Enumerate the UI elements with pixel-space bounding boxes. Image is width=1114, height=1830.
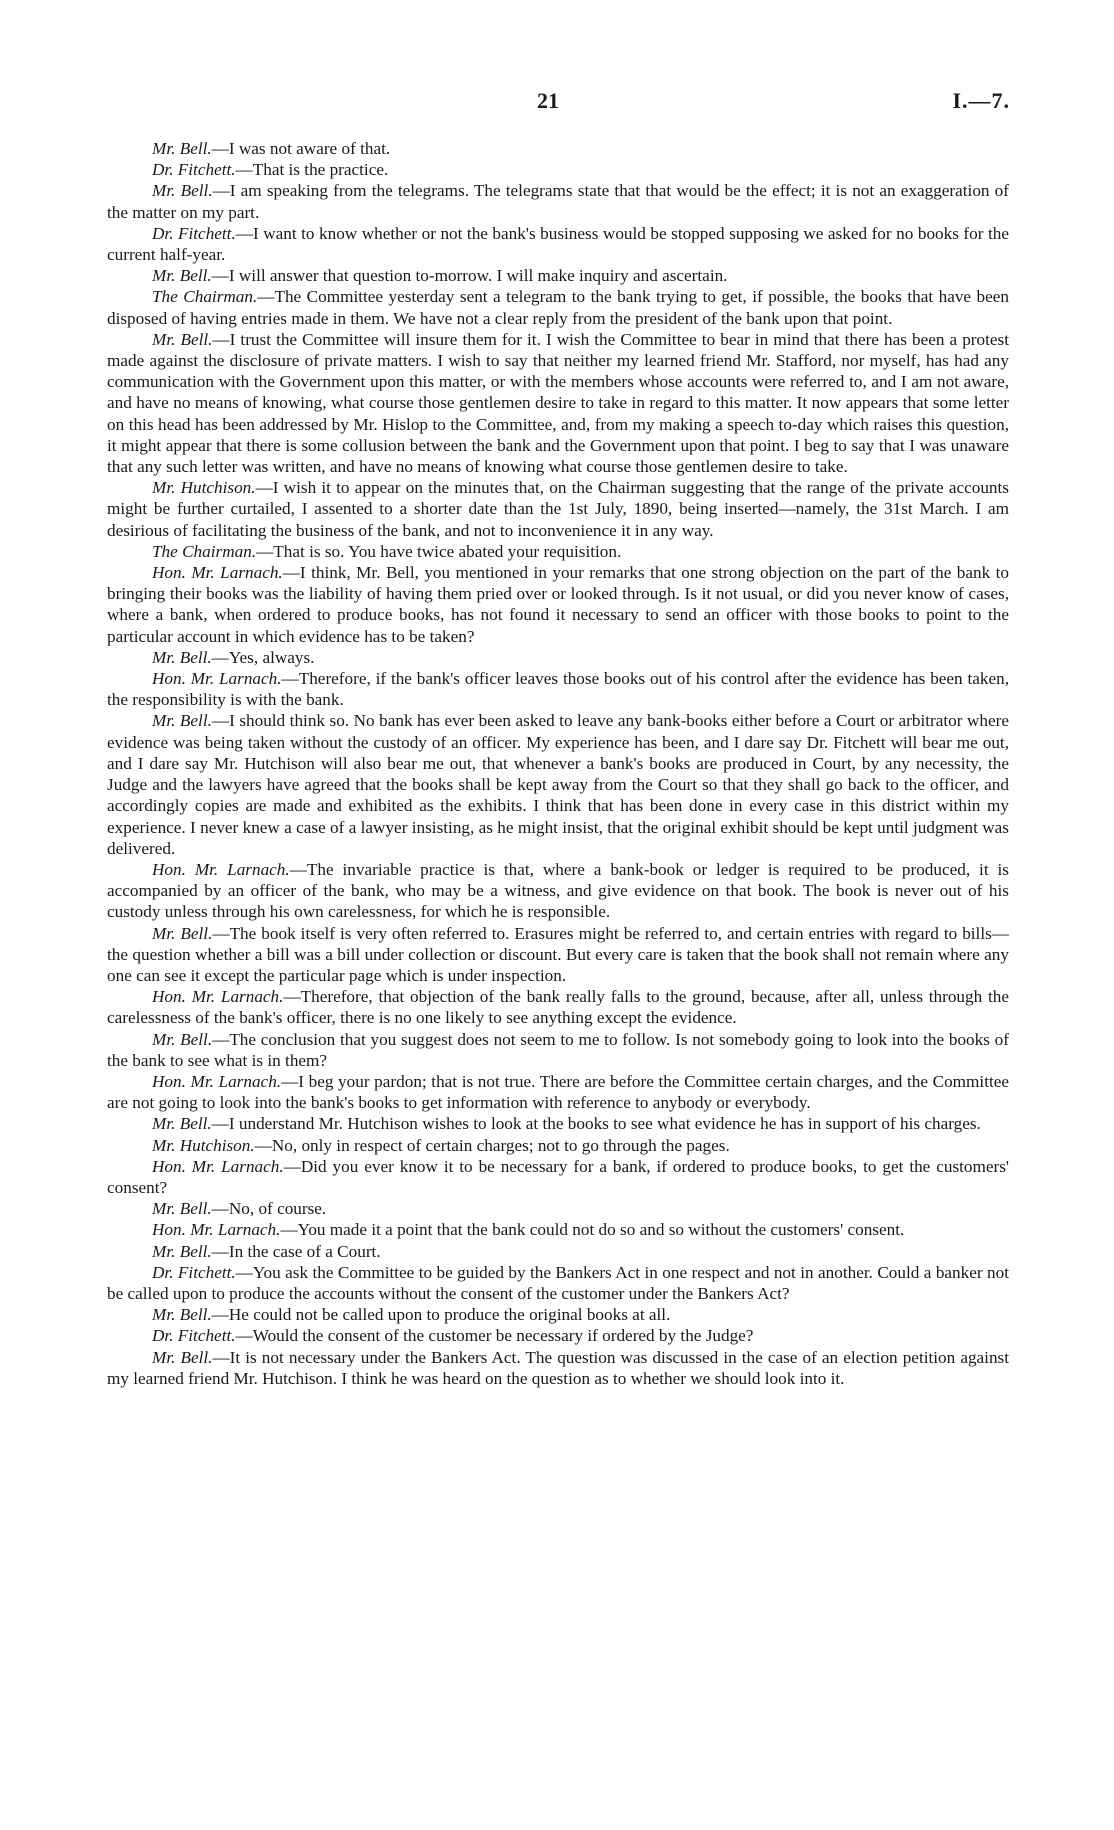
- transcript-paragraph: [107, 477, 1009, 541]
- speech-text: —The conclusion that you suggest does not seem to me to follow. Is not somebody going to look into the books of the bank to see what is in them?: [107, 1029, 1009, 1070]
- speaker-name: Dr. Fitchett.: [152, 160, 236, 180]
- speaker-name: Mr. Bell.: [152, 711, 212, 731]
- speaker-name: Mr. Bell.: [152, 1241, 212, 1261]
- transcript-paragraph: [107, 668, 1009, 710]
- transcript-paragraph: [107, 1347, 1009, 1389]
- transcript-paragraph: [107, 180, 1009, 222]
- speaker-name: Hon. Mr. Larnach.: [152, 563, 283, 583]
- transcript-paragraph: [107, 1198, 1009, 1219]
- speaker-name: Mr. Bell.: [152, 923, 213, 943]
- speaker-name: Mr. Bell.: [152, 266, 212, 286]
- speaker-name: Dr. Fitchett.: [152, 223, 236, 243]
- speech-text: —That is so. You have twice abated your requisition.: [256, 541, 622, 561]
- speech-text: —In the case of a Court.: [211, 1241, 381, 1261]
- speech-text: —I will answer that question to-morrow. I will make inquiry and ascertain.: [211, 266, 728, 286]
- transcript-paragraph: [107, 647, 1009, 668]
- speaker-name: Mr. Bell.: [152, 1029, 213, 1049]
- speech-text: —Therefore, that objection of the bank really falls to the ground, because, after all, unless through the carelessness of the bank's officer, there is no one likely to see anything except the evidence.: [107, 987, 1009, 1028]
- transcript-paragraph: [107, 1241, 1009, 1262]
- speech-text: —Therefore, if the bank's officer leaves those books out of his control after the evidence has been taken, the responsibility is with the bank.: [107, 669, 1009, 710]
- transcript-paragraph: [107, 1071, 1009, 1113]
- speaker-name: Hon. Mr. Larnach.: [152, 987, 284, 1007]
- speech-text: —You ask the Committee to be guided by the Bankers Act in one respect and not in another. Could a banker not be called upon to produce the accounts without the consent of the customer under the Bankers Act?: [107, 1262, 1009, 1303]
- speaker-name: Hon. Mr. Larnach.: [152, 1156, 284, 1176]
- speaker-name: Hon. Mr. Larnach.: [152, 669, 282, 689]
- speaker-name: The Chairman.: [152, 287, 258, 307]
- speech-text: —You made it a point that the bank could not do so and so without the customers' consent.: [280, 1220, 905, 1240]
- speech-text: —I beg your pardon; that is not true. There are before the Committee certain charges, and the Committee are not going to look into the bank's books to get information with reference to anybody or everybody.: [107, 1071, 1010, 1113]
- transcript-body: [107, 138, 1009, 1389]
- speech-text: —It is not necessary under the Bankers Act. The question was discussed in the case of an election petition against my learned friend Mr. Hutchison. I think he was heard on the question as to whether we should look into it.: [107, 1347, 1010, 1388]
- transcript-paragraph: [107, 1029, 1009, 1071]
- transcript-paragraph: [107, 859, 1009, 923]
- transcript-paragraph: [107, 1113, 1009, 1134]
- transcript-paragraph: [107, 286, 1009, 328]
- speaker-name: Mr. Bell.: [152, 1199, 212, 1219]
- speaker-name: The Chairman.: [152, 541, 257, 561]
- transcript-paragraph: [107, 986, 1009, 1028]
- speech-text: —I should think so. No bank has ever been asked to leave any bank-books either before a Court or arbitrator where evidence was being taken without the custody of an officer. My experience has been, and I dare say Dr. Fitchett will bear me out, and I dare say Mr. Hutchison will also bear me out, that whenever a bank's books are produced in Court, by any necessity, the Judge and the lawyers have agreed that the books shall be kept away from the Court so that they shall go back to the officer, and accordingly copies are made and exhibited as the exhibits. I think that has been done in every case in this district within my experience. I never knew a case of a lawyer insisting, as he might insist, that the original exhibit should be kept until judgment was delivered.: [107, 711, 1009, 858]
- speaker-name: Mr. Bell.: [152, 329, 213, 349]
- speech-text: —The book itself is very often referred to. Erasures might be referred to, and certain entries with regard to bills—the question whether a bill was a bill under collection or discount. But every care is taken that the book shall not remain where any one can see it except the particular page which is under inspection.: [107, 923, 1009, 985]
- speaker-name: Mr. Bell.: [152, 1305, 212, 1325]
- speaker-name: Dr. Fitchett.: [152, 1326, 236, 1346]
- transcript-paragraph: [107, 1219, 1009, 1240]
- speaker-name: Dr. Fitchett.: [152, 1262, 236, 1282]
- transcript-paragraph: [107, 223, 1009, 265]
- transcript-paragraph: [107, 1262, 1009, 1304]
- speaker-name: Mr. Bell.: [152, 1347, 213, 1367]
- transcript-paragraph: [107, 1304, 1009, 1325]
- transcript-paragraph: [107, 138, 1009, 159]
- speech-text: —I am speaking from the telegrams. The telegrams state that that would be the effect; it is not an exaggeration of the matter on my part.: [107, 181, 1009, 222]
- transcript-paragraph: [107, 710, 1009, 858]
- page-number: 21: [537, 88, 559, 113]
- speaker-name: Mr. Hutchison.: [152, 478, 256, 498]
- speech-text: —That is the practice.: [235, 160, 389, 180]
- speech-text: —Did you ever know it to be necessary for a bank, if ordered to produce books, to get the customers' consent?: [107, 1156, 1010, 1197]
- transcript-paragraph: [107, 1156, 1009, 1198]
- speech-text: —No, of course.: [211, 1199, 327, 1219]
- document-reference: I.—7.: [952, 88, 1010, 113]
- speech-text: —He could not be called upon to produce the original books at all.: [211, 1305, 671, 1325]
- transcript-paragraph: [107, 562, 1009, 647]
- transcript-paragraph: [107, 159, 1009, 180]
- transcript-paragraph: [107, 923, 1009, 987]
- speech-text: —I trust the Committee will insure them for it. I wish the Committee to bear in mind that there has been a protest made against the disclosure of private matters. I wish to say that neither my learned friend Mr. Stafford, nor myself, has had any communication with the Government upon this matter, or with the members whose accounts were referred to, and I am not aware, and have no means of knowing, what course those gentlemen desire to take in regard to this matter. It now appears that some letter on this head has been addressed by Mr. Hislop to the Committee, and, from my making a speech to-day which raises this question, it might appear that there is some collusion between the bank and the Government upon that point. I beg to say that I was unaware that any such letter was written, and have no means of knowing what course those gentlemen desire to take.: [107, 329, 1009, 477]
- speech-text: —I want to know whether or not the bank's business would be stopped supposing we asked for no books for the current half-year.: [107, 223, 1009, 265]
- speaker-name: Mr. Bell.: [152, 181, 213, 201]
- page-header: [0, 88, 1114, 118]
- transcript-paragraph: [107, 329, 1009, 477]
- transcript-paragraph: [107, 1325, 1009, 1346]
- speech-text: —The invariable practice is that, where a bank-book or ledger is required to be produced, it is accompanied by an officer of the bank, who may be a witness, and give evidence on that book. The book is never out of his custody unless through his own carelessness, for which he is responsible.: [107, 859, 1009, 922]
- speaker-name: Hon. Mr. Larnach.: [152, 1071, 282, 1091]
- speech-text: —No, only in respect of certain charges; not to go through the pages.: [254, 1135, 730, 1155]
- speaker-name: Mr. Bell.: [152, 1114, 212, 1134]
- transcript-paragraph: [107, 541, 1009, 562]
- speech-text: —Would the consent of the customer be necessary if ordered by the Judge?: [235, 1326, 754, 1346]
- speech-text: —I wish it to appear on the minutes that, on the Chairman suggesting that the range of the private accounts might be further curtailed, I assented to a shorter date than the 1st July, 1890, being inserted—namely, the 31st March. I am desirious of facilitating the business of the bank, and not to inconvenience it in any way.: [107, 478, 1009, 540]
- speech-text: —I understand Mr. Hutchison wishes to look at the books to see what evidence he has in support of his charges.: [211, 1114, 981, 1134]
- speaker-name: Mr. Bell.: [152, 647, 212, 667]
- speaker-name: Hon. Mr. Larnach.: [152, 859, 290, 879]
- speech-text: —I think, Mr. Bell, you mentioned in your remarks that one strong objection on the part of the bank to bringing their books was the liability of having them pried over or looked through. Is it not usual, or did you never know of cases, where a bank, when ordered to produce books, has not found it necessary to send an officer with those books to point to the particular account in which evidence has to be taken?: [107, 563, 1010, 646]
- speech-text: —Yes, always.: [211, 647, 315, 667]
- speech-text: —I was not aware of that.: [211, 139, 391, 158]
- speaker-name: Mr. Hutchison.: [152, 1135, 255, 1155]
- speaker-name: Mr. Bell.: [152, 139, 212, 158]
- speaker-name: Hon. Mr. Larnach.: [152, 1220, 281, 1240]
- transcript-paragraph: [107, 1135, 1009, 1156]
- transcript-paragraph: [107, 265, 1009, 286]
- speech-text: —The Committee yesterday sent a telegram to the bank trying to get, if possible, the books that have been disposed of having entries made in them. We have not a clear reply from the president of the bank upon that point.: [107, 287, 1009, 328]
